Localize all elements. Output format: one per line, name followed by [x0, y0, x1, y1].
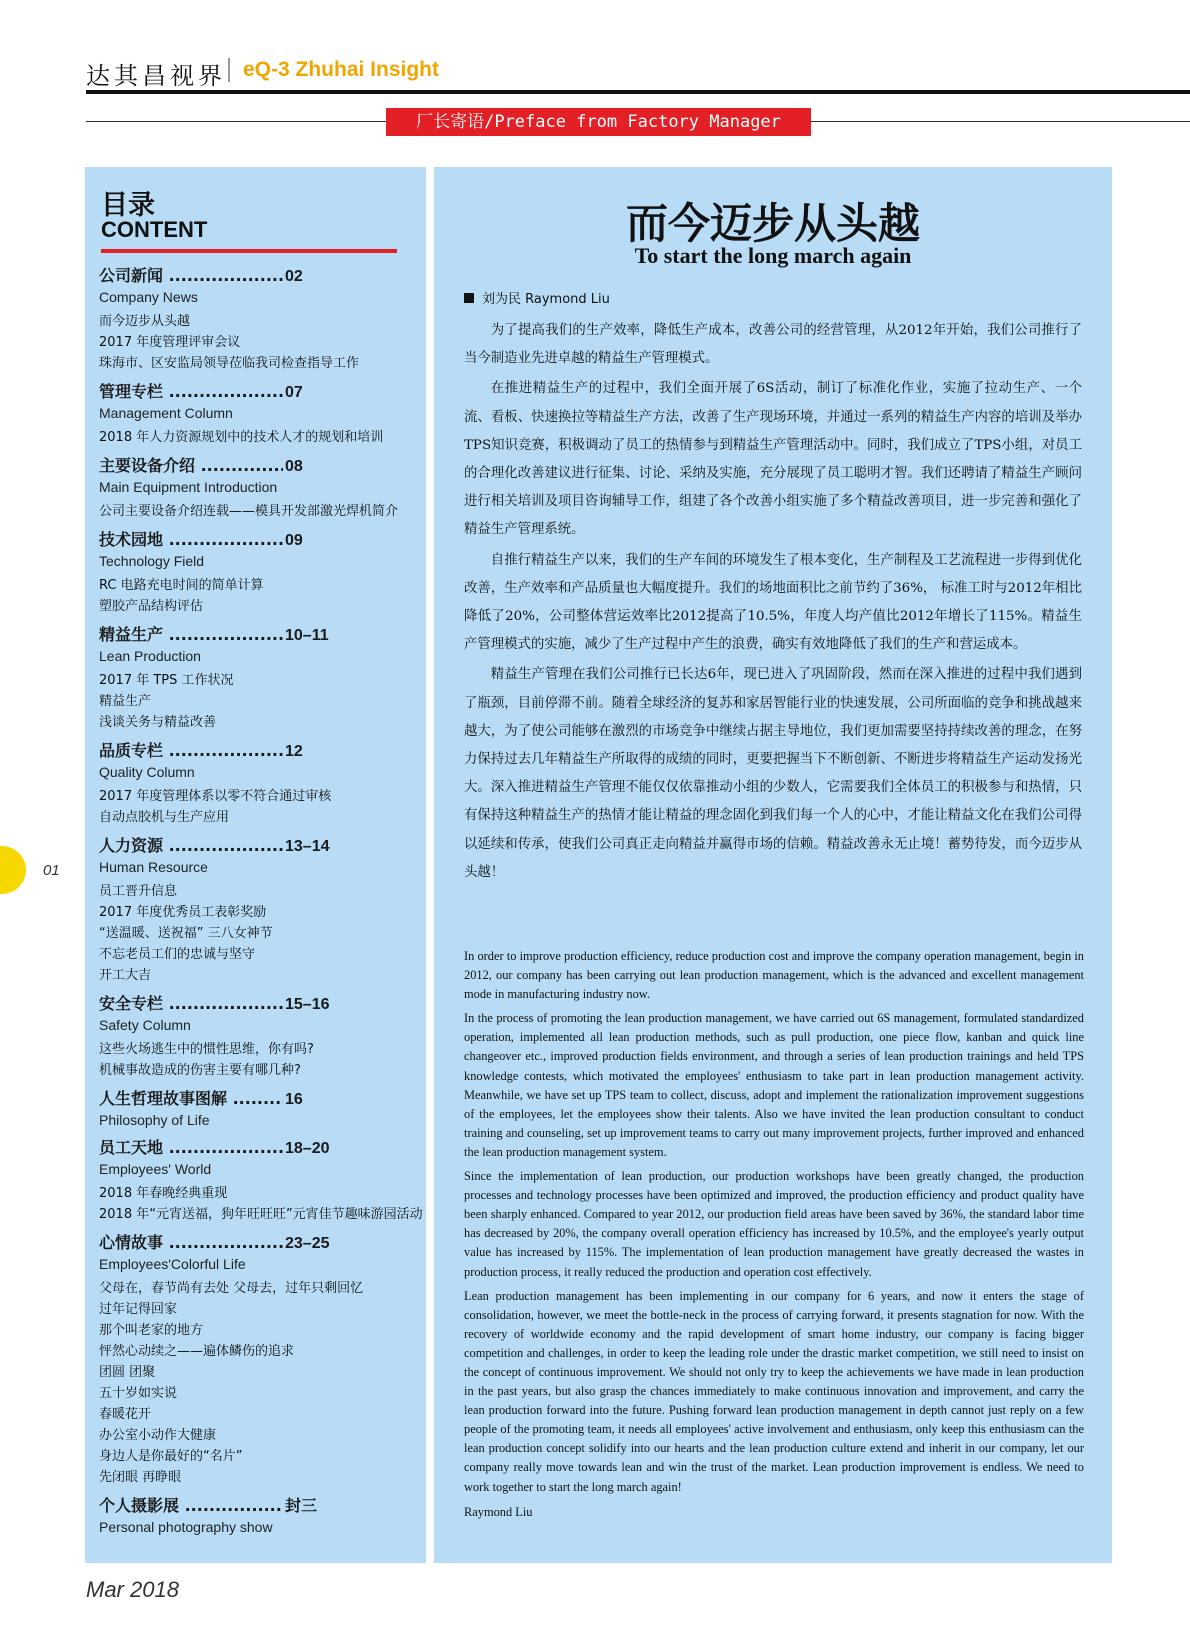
toc-item: 珠海市、区安监局领导莅临我司检查指导工作: [99, 356, 360, 371]
toc-section-en: Management Column: [99, 405, 233, 421]
article-paragraph-en: In order to improve production efficiency, reduce production cost and improve the company operation management, begin in 2012, our company has been carrying out lean production management, which is the advanced and excellent management mode in manufacturing industry now.: [464, 949, 1084, 1002]
toc-section: [99, 740, 425, 828]
toc-item: 春暖花开: [99, 1407, 152, 1422]
article-body-cn: [464, 317, 1082, 889]
article-panel: [434, 167, 1112, 1563]
toc-section-en: Employees' World: [99, 1161, 212, 1177]
toc-item: 不忘老员工们的忠诚与坚守: [99, 947, 256, 962]
toc-section-en: Main Equipment Introduction: [99, 479, 278, 495]
toc-section-en: Philosophy of Life: [99, 1112, 210, 1128]
toc-section-heading: [99, 1232, 425, 1255]
toc-title-underline: [101, 249, 397, 253]
toc-section-page: 23–25: [285, 1235, 330, 1252]
toc-section-page: 09: [285, 532, 303, 549]
toc-item: 2017 年度管理体系以零不符合通过审核: [99, 789, 332, 804]
article-paragraph-cn: 在推进精益生产的过程中，我们全面开展了6S活动，制订了标准化作业，实施了拉动生产、一个流、看板、快速换拉等精益生产方法，改善了生产现场环境，并通过一系列的精益生产内容的培训及举办TPS知识竞赛，积极调动了员工的热情参与到精益生产管理活动中。同时，我们成立了TPS小组，对员工的合理化改善建议进行征集、讨论、采纳及实施，充分展现了员工聪明才智。我们还聘请了精益生产顾问进行相关培训及项目咨询辅导工作，组建了各个改善小组实施了多个精益改善项目，进一步完善和强化了精益生产管理系统。: [464, 381, 1082, 538]
toc-title-en: CONTENT: [101, 217, 208, 242]
toc-section-en: Technology Field: [99, 553, 205, 569]
toc-section-en: Safety Column: [99, 1017, 191, 1033]
toc-title-cn: 目录: [101, 190, 155, 221]
toc-section: [99, 1495, 425, 1537]
toc-section: [99, 835, 425, 986]
toc-section-en: Company News: [99, 289, 198, 305]
toc-section-en: Personal photography show: [99, 1519, 273, 1535]
article-paragraph-en: In the process of promoting the lean production management, we have carried out 6S management, formulated standardized operation, implemented all lean production methods, such as pull production, one piece flow, kanban and quick line changeover etc., improved production fields environment, and through a series of lean production trainings and held TPS knowledge contests, which motivated the employees' enthusiasm to take part in lean production management activity. Meanwhile, we have set up TPS team to collect, discuss, adopt and implement the rationalization improvement suggestions of the employees, let the employees show their talents. Also we have invited the lean production consultant to conduct training and counseling, set up improvement teams to carry out many improvement projects, further improved and enhanced the lean production management system.: [464, 1011, 1084, 1159]
toc-section-en: Employees'Colorful Life: [99, 1256, 246, 1272]
toc-item: 开工大吉: [99, 968, 152, 983]
toc-section-page: 16: [285, 1091, 303, 1108]
toc-section-title: 安全专栏 .....: [99, 993, 283, 1015]
brand-title-en: eQ-3 Zhuhai Insight: [243, 58, 440, 81]
page-number: 01: [43, 862, 60, 879]
toc-section-title: 公司新闻 .....: [99, 265, 283, 287]
toc-section-title: 主要设备介绍 .....: [99, 455, 283, 477]
toc-item: 办公室小动作大健康: [99, 1428, 217, 1443]
header-rule: [86, 90, 1190, 94]
toc-item: 浅谈关务与精益改善: [99, 715, 217, 730]
toc-item: 怦然心动续之——遍体鳞伤的追求: [99, 1344, 295, 1359]
toc-item: 身边人是你最好的“名片”: [99, 1449, 243, 1464]
toc-section-title: 员工天地 .....: [99, 1137, 283, 1159]
toc-section-title: 人力资源 .....: [99, 835, 283, 857]
toc-section-title: 管理专栏 .....: [99, 381, 283, 403]
toc-item: 2017 年度管理评审会议: [99, 335, 241, 350]
toc-section: [99, 381, 425, 448]
toc-item: 2017 年 TPS 工作状况: [99, 673, 234, 688]
toc-section-heading: [99, 529, 425, 552]
toc-section: [99, 1088, 425, 1130]
brand-separator: [228, 58, 230, 82]
toc-section-heading: [99, 265, 425, 288]
article-title-cn: 而今迈步从头越: [625, 199, 920, 248]
toc-panel: [85, 167, 426, 1563]
toc-item: 公司主要设备介绍连载——模具开发部激光焊机简介: [99, 504, 399, 519]
toc-item: 这些火场逃生中的惯性思维，你有吗?: [99, 1042, 314, 1057]
toc-item: 2018 年人力资源规划中的技术人才的规划和培训: [99, 430, 384, 445]
toc-section: [99, 993, 425, 1081]
bullet-square-icon: [464, 293, 474, 303]
toc-section-heading: [99, 381, 425, 404]
article-paragraph-cn: 为了提高我们的生产效率，降低生产成本，改善公司的经营管理，从2012年开始，我们公司推行了当今制造业先进卓越的精益生产管理模式。: [464, 323, 1082, 367]
toc-section-title: 品质专栏 .....: [99, 740, 283, 762]
article-paragraph-en: Lean production management has been implementing in our company for 6 years, and now it enters the stage of consolidation, however, we meet the bottle-neck in the process of carrying forward, it presents stagnation for now. With the recovery of worldwide economy and the rapid development of smart home industry, our company is facing bigger competition and challenges, in order to keep the leading role under the drastic market competition, we still need to insist on the concept of continuous improvement. We should not only try to keep the achievements we have made in lean production in the past years, but also grasp the chances immediately to make continuous innovation and improvement, and carry the lean production forward into the future. Pushing forward lean production management in depth cannot just reply on a few people of the promoting team, it needs all employees' active involvement and enthusiasm, only keep this enthusiasm can the lean production concept solidify into our hearts and the lean production culture extend and inherit in our company, let our company really move towards lean and win the trust of the market. Lean production improvement is endless. We need to work together to start the long march again!: [464, 1288, 1084, 1494]
toc-section-title: 个人摄影展 .....: [99, 1495, 283, 1517]
toc-item: 机械事故造成的伤害主要有哪几种?: [99, 1063, 301, 1078]
toc-section-page: 18–20: [285, 1140, 330, 1157]
toc-item: 精益生产: [99, 694, 152, 709]
toc-item: 团圆 团聚: [99, 1365, 156, 1380]
toc-section-en: Quality Column: [99, 764, 195, 780]
toc-section-heading: [99, 1137, 425, 1160]
toc-section: [99, 529, 425, 617]
section-banner: 厂长寄语/Preface from Factory Manager: [386, 108, 811, 136]
toc-section-heading: [99, 993, 425, 1016]
toc-item: 员工晋升信息: [99, 884, 178, 899]
article-signature: Raymond Liu: [464, 1504, 533, 1519]
toc-section: [99, 265, 425, 374]
toc-section-heading: [99, 1495, 425, 1518]
toc-item: 那个叫老家的地方: [99, 1323, 204, 1338]
toc-item: RC 电路充电时间的简单计算: [99, 578, 264, 593]
toc-list: [99, 265, 425, 1544]
toc-section-page: 13–14: [285, 838, 330, 855]
toc-section-heading: [99, 624, 425, 647]
toc-section-en: Lean Production: [99, 648, 201, 664]
toc-item: 2018 年“元宵送福，狗年旺旺旺”元宵佳节趣味游园活动: [99, 1207, 423, 1222]
toc-section-page: 02: [285, 268, 303, 285]
toc-section: [99, 624, 425, 733]
page-marker-dot: [0, 846, 26, 894]
toc-section-heading: [99, 740, 425, 763]
toc-section-page: 12: [285, 743, 303, 760]
article-paragraph-cn: 自推行精益生产以来，我们的生产车间的环境发生了根本变化，生产制程及工艺流程进一步得到优化改善，生产效率和产品质量也大幅度提升。我们的场地面积比之前节约了36%， 标准工时与2012年相比降低了20%，公司整体营运效率比2012提高了10.5%，年度人均产值比2012年增长了115%。精益生产管理模式的实施，减少了生产过程中产生的浪费，确实有效地降低了我们的生产和营运成本。: [464, 552, 1082, 653]
article-title-en: To start the long march again: [634, 243, 912, 268]
toc-section-title: 精益生产 .....: [99, 624, 283, 646]
toc-item: 五十岁如实说: [99, 1386, 178, 1401]
toc-section-heading: [99, 835, 425, 858]
toc-section: [99, 1232, 425, 1488]
article-paragraph-cn: 精益生产管理在我们公司推行已长达6年，现已进入了巩固阶段，然而在深入推进的过程中我们遇到了瓶颈，目前停滞不前。随着全球经济的复苏和家居智能行业的快速发展，公司所面临的竞争和挑战越来越大，为了使公司能够在激烈的市场竞争中继续占据主导地位，我们更加需要坚持持续改善的理念，在努力保持过去几年精益生产所取得的成绩的同时，更要把握当下不断创新、不断进步将精益生产运动发扬光大。深入推进精益生产管理不能仅仅依靠推动小组的少数人，它需要我们全体员工的积极参与和热情，只有保持这种精益生产的热情才能让精益的理念固化到我们每一个人的心中，才能让精益文化在我们公司得以延续和传承，使我们公司真正走向精益并赢得市场的信赖。精益改善永无止境！蓄势待发，而今迈步从头越！: [464, 667, 1082, 880]
toc-section-page: 10–11: [285, 627, 329, 644]
toc-section-title: 技术园地 .....: [99, 529, 283, 551]
toc-item: 而今迈步从头越: [99, 314, 191, 329]
toc-section-page: 08: [285, 458, 303, 475]
toc-item: 过年记得回家: [99, 1302, 178, 1317]
toc-item: 塑胶产品结构评估: [99, 599, 204, 614]
toc-section: [99, 455, 425, 522]
toc-section-heading: [99, 455, 425, 478]
article-body-en: [464, 947, 1084, 1520]
toc-section-heading: [99, 1088, 425, 1111]
toc-section-page: 封三: [285, 1498, 318, 1515]
author-name: 刘为民 Raymond Liu: [482, 292, 610, 307]
toc-item: 自动点胶机与生产应用: [99, 810, 230, 825]
brand-title-cn: 达其昌视界: [86, 62, 226, 90]
toc-section-title: 人生哲理故事图解 .....: [99, 1088, 283, 1110]
toc-section-page: 15–16: [285, 996, 330, 1013]
toc-item: 2018 年春晚经典重现: [99, 1186, 228, 1201]
toc-section-title: 心情故事 .....: [99, 1232, 283, 1254]
article-paragraph-en: Since the implementation of lean production, our production workshops have been greatly changed, the production processes and technology processes have been optimized and improved, the production efficiency and product quality have been sharply enhanced. Compared to year 2012, our production field areas have been saved by 36%, the standard labor time has decreased by 20%, the company overall operation efficiency has increased by 10.5%, and the employee's yearly output value has increased by 115%. The implementation of lean production management have greatly decreased the wastes in production process, it really reduced the production and operation cost effectively.: [464, 1169, 1084, 1279]
toc-section-page: 07: [285, 384, 303, 401]
toc-section: [99, 1137, 425, 1225]
toc-item: 父母在，春节尚有去处 父母去，过年只剩回忆: [99, 1281, 364, 1296]
article-byline: [464, 288, 610, 307]
issue-date: Mar 2018: [86, 1577, 179, 1602]
toc-item: 先闭眼 再睁眼: [99, 1470, 182, 1485]
toc-item: 2017 年度优秀员工表彰奖励: [99, 905, 267, 920]
toc-item: “送温暖、送祝福” 三八女神节: [99, 926, 273, 941]
toc-section-en: Human Resource: [99, 859, 208, 875]
